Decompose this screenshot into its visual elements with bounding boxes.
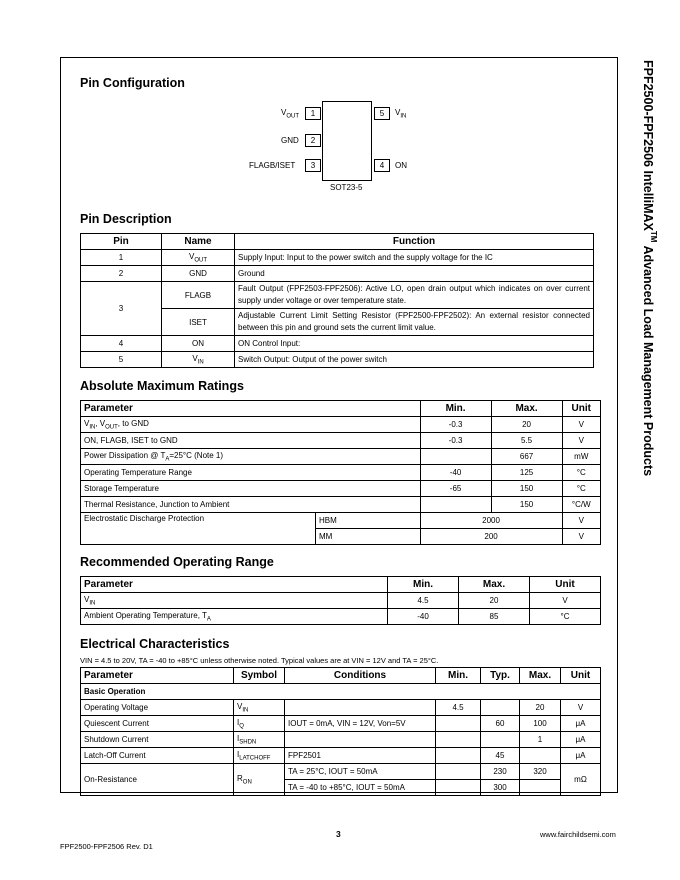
pin-desc-heading: Pin Description <box>80 212 172 226</box>
pin-config-heading: Pin Configuration <box>80 76 185 90</box>
table-row: 4 ON ON Control Input: <box>81 336 594 352</box>
table-row: 3 FLAGB Fault Output (FPF2503-FPF2506): Active LO, open drain output which indicates on over current supply under voltage or over temperature state. <box>81 282 594 309</box>
pin5-label: $V_{IN}$ <box>395 108 407 120</box>
table-row: $V_{IN}$ 4.5 20 V <box>81 593 601 609</box>
abs-max-table: Parameter Min. Max. Unit $V_{IN}$, $V_{OUT}$, to GND -0.3 20 V ON, FLAGB, ISET to GND -0.3 5.5 V Power Dissipation @ $T_A=25^\circ C$ (Note 1) 667 mW Operating Temperature Range -40 125 °C Storage Temperature -65 150 °C Thermal Resistance, Junction to Ambient 150 °C/W Electrostatic Discharge Protection HBM 2000 V MM 200 V <box>80 400 601 545</box>
table-row: 1 $V_{OUT}$ Supply Input: Input to the power switch and the supply voltage for the IC <box>81 250 594 266</box>
table-row: $V_{IN}$, $V_{OUT}$, to GND -0.3 20 V <box>81 417 601 433</box>
rec-op-table: Parameter Min. Max. Unit $V_{IN}$ 4.5 20 V Ambient Operating Temperature, $T_A$ -40 85 °C <box>80 576 601 625</box>
table-row: ISET Adjustable Current Limit Setting Resistor (FPF2500-FPF2502): An external resistor connected between this pin and ground sets the current limit value. <box>81 309 594 336</box>
table-row: Thermal Resistance, Junction to Ambient 150 °C/W <box>81 497 601 513</box>
table-row: MM 200 V <box>81 529 601 545</box>
table-row: Electrostatic Discharge Protection HBM 2000 V <box>81 513 601 529</box>
table-row: 5 $V_{IN}$ Switch Output: Output of the power switch <box>81 352 594 368</box>
table-row: Storage Temperature -65 150 °C <box>81 481 601 497</box>
package-label: SOT23-5 <box>330 183 363 192</box>
table-row: Operating Temperature Range -40 125 °C <box>81 465 601 481</box>
table-row: On-Resistance $R_{ON}$ TA = 25°C, IOUT = 50mA 230 320 mΩ <box>81 764 601 780</box>
pin2-box: 2 <box>305 134 321 147</box>
footer-revision: FPF2500-FPF2506 Rev. D1 <box>60 842 153 851</box>
table-row: TA = -40 to +85°C, IOUT = 50mA 300 <box>81 780 601 796</box>
pin2-label: GND <box>281 136 299 145</box>
pin1-label: $V_{OUT}$ <box>281 108 300 120</box>
table-row: Latch-Off Current $I_{LATCHOFF}$ FPF2501 45 μA <box>81 748 601 764</box>
pin4-label: ON <box>395 161 407 170</box>
elec-heading: Electrical Characteristics <box>80 637 230 651</box>
side-title: FPF2500-FPF2506 IntelliMAX™ Advanced Load Management Products <box>640 60 658 477</box>
pin1-box: 1 <box>305 107 321 120</box>
pin3-label: FLAGB/ISET <box>249 161 296 170</box>
rec-op-heading: Recommended Operating Range <box>80 555 274 569</box>
pin3-box: 3 <box>305 159 321 172</box>
elec-note: VIN = 4.5 to 20V, TA = -40 to +85°C unless otherwise noted. Typical values are at VIN = 12V and TA = 25°C. <box>80 656 439 665</box>
pin-desc-table: Pin Name Function 1 $V_{OUT}$ Supply Input: Input to the power switch and the supply voltage for the IC 2 GND Ground 3 FLAGB Fault Output (FPF2503-FPF2506): Active LO, open drain output which indicates on over current supply under voltage or over temperature state. ISET Adjustable Current Limit Setting Resistor (FPF2500-FPF2502): An external resistor connected between this pin and ground sets the current limit value. 4 ON ON Control Input: 5 $V_{IN}$ Switch Output: Output of the power switch <box>80 233 594 368</box>
table-row: Power Dissipation @ $T_A=25^\circ C$ (Note 1) 667 mW <box>81 449 601 465</box>
table-row: Basic Operation <box>81 684 601 700</box>
pin5-box: 5 <box>374 107 390 120</box>
table-row: Operating Voltage $V_{IN}$ 4.5 20 V <box>81 700 601 716</box>
footer-url[interactable]: www.fairchildsemi.com <box>540 830 616 839</box>
table-row: Ambient Operating Temperature, $T_A$ -40 85 °C <box>81 609 601 625</box>
package-body <box>322 101 372 181</box>
abs-max-heading: Absolute Maximum Ratings <box>80 379 244 393</box>
table-row: Shutdown Current $I_{SHDN}$ 1 μA <box>81 732 601 748</box>
table-row: Quiescent Current $I_Q$ IOUT = 0mA, VIN = 12V, Von=5V 60 100 μA <box>81 716 601 732</box>
table-row: ON, FLAGB, ISET to GND -0.3 5.5 V <box>81 433 601 449</box>
pin4-box: 4 <box>374 159 390 172</box>
table-row: 2 GND Ground <box>81 266 594 282</box>
page-number: 3 <box>336 829 341 839</box>
elec-table: Parameter Symbol Conditions Min. Typ. Max. Unit Basic Operation Operating Voltage $V_{IN}$ 4.5 20 V Quiescent Current $I_Q$ IOUT = 0mA, VIN = 12V, Von=5V 60 100 μA Shutdown Current $I_{SHDN}$ 1 μA Latch-Off Current $I_{LATCHOFF}$ FPF2501 45 μA On-Resistance $R_{ON}$ TA = 25°C, IOUT = 50mA 230 320 mΩ TA = -40 to +85°C, IOUT = 50mA 300 <box>80 667 601 796</box>
